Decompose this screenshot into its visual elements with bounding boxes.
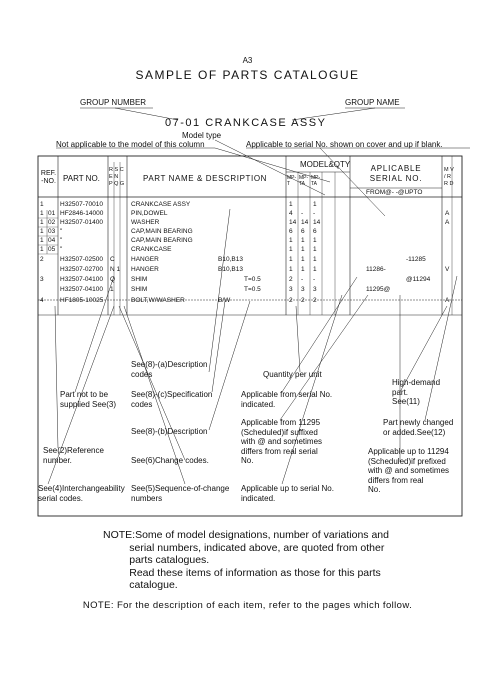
cell-ref: 1	[40, 201, 44, 208]
cell-qty-1: 1	[289, 201, 293, 208]
cell-rsc: C	[110, 256, 115, 263]
header-applicable: APLICABLE	[370, 164, 422, 173]
page-ref: A3	[242, 56, 253, 65]
cell-rsc: 1	[110, 286, 114, 293]
cell-qty-3: 2	[313, 297, 317, 304]
cell-ref: 1	[40, 219, 44, 226]
header-from-upto: FROM@- -@UPTO	[366, 189, 423, 196]
cell-part-name: HANGER	[131, 266, 159, 273]
cell-ref: 4	[40, 297, 44, 304]
cell-qty-1: 1	[289, 237, 293, 244]
cell-qty-3: 1	[313, 201, 317, 208]
cell-part-no: "	[60, 246, 63, 253]
model-type-label: Model type	[182, 131, 222, 140]
cell-mark: A	[445, 219, 450, 226]
cell-qty-2: 1	[301, 246, 305, 253]
cell-rsc: N 1	[110, 266, 121, 273]
header-model-col-2: MP- TA	[299, 175, 309, 187]
cell-rsc: Q	[110, 276, 116, 283]
cell-qty-3: 1	[313, 266, 317, 273]
cell-desc: T=0.5	[244, 276, 261, 283]
main-title: SAMPLE OF PARTS CATALOGUE	[135, 68, 360, 82]
cell-qty-1: 1	[289, 256, 293, 263]
callout-desc-codes: See(8)-(a)Description codes	[131, 360, 208, 379]
callout-applicable-serial: Applicable from serial No. indicated.	[241, 390, 333, 409]
cell-ref: 1	[40, 246, 44, 253]
cell-from: 11295@	[366, 286, 391, 293]
callout-description: See(8)-(b)Description	[131, 427, 208, 436]
note-main: NOTE:Some of model designations, number of variations and serial numbers, indicated above, are quoted from other parts catalogues. Read these items of information as those for this parts catalogue.	[103, 529, 389, 591]
cell-part-no: HF2846-14000	[60, 210, 104, 217]
not-applicable-serial-label: Applicable to serial No. shown on cover and up if blank.	[246, 140, 443, 149]
callout-high-demand: High-demand part. See(11)	[392, 378, 441, 406]
cell-qty-3: 1	[313, 237, 317, 244]
cell-qty-3: 1	[313, 246, 317, 253]
cell-part-no: H32507-02700	[60, 266, 104, 273]
cell-part-name: HANGER	[131, 256, 159, 263]
cell-qty-2: -	[301, 210, 304, 217]
header-part-no: PART NO.	[63, 174, 100, 183]
cell-part-name: BOLT,W/WASHER	[131, 297, 185, 304]
cell-qty-1: 2	[289, 297, 293, 304]
cell-qty-1: 14	[289, 219, 297, 226]
cell-part-no: H32507-04100	[60, 286, 104, 293]
header-model-col-1: MP- T	[287, 175, 297, 187]
cell-part-no: H32507-02500	[60, 256, 104, 263]
cell-qty-3: 6	[313, 228, 317, 235]
header-ref-no: REF. -NO.	[40, 170, 57, 185]
cell-spec: B10,B13	[218, 256, 243, 263]
cell-spec: B10,B13	[218, 266, 243, 273]
cell-mark: V	[445, 266, 450, 273]
cell-ref: 1	[40, 237, 44, 244]
callout-change-codes: See(6)Change codes.	[131, 456, 209, 465]
cell-qty-3: 1	[313, 256, 317, 263]
cell-part-no: "	[60, 228, 63, 235]
cell-part-no: "	[60, 237, 63, 244]
cell-mark: A	[445, 297, 450, 304]
cell-part-no: HF1805-10025	[60, 297, 104, 304]
cell-qty-2: -	[301, 276, 304, 283]
cell-qty-2: 1	[301, 256, 305, 263]
group-number-label: GROUP NUMBER	[80, 98, 147, 107]
cell-qty-1: 2	[289, 276, 293, 283]
cell-qty-3: -	[313, 276, 316, 283]
cell-part-name: PIN,DOWEL	[131, 210, 168, 217]
header-mvr: M V / R R D	[444, 167, 454, 187]
callout-sequence-change: See(5)Sequence-of-change numbers	[131, 484, 230, 503]
cell-qty-2: 14	[301, 219, 309, 226]
cell-qty-2: 3	[301, 286, 305, 293]
cell-sub-ref: 04	[48, 237, 56, 244]
callout-newly-changed: Part newly changed or added.See(12)	[383, 418, 454, 437]
cell-sub-ref: 02	[48, 219, 56, 226]
cell-part-name: SHIM	[131, 276, 148, 283]
cell-qty-3: 14	[313, 219, 321, 226]
cell-qty-1: 1	[289, 246, 293, 253]
cell-mark: A	[445, 210, 450, 217]
cell-part-no: H32507-70010	[60, 201, 104, 208]
header-part-name: PART NAME & DESCRIPTION	[143, 174, 268, 183]
callout-interchangeability: See(4)Interchangeability serial codes.	[38, 484, 125, 503]
cell-sub-ref: 01	[48, 210, 56, 217]
cell-qty-1: 4	[289, 210, 293, 217]
cell-qty-1: 3	[289, 286, 293, 293]
cell-qty-3: -	[313, 210, 316, 217]
callout-spec-codes: See(8)-(c)Specification codes	[131, 390, 213, 409]
cell-qty-2: 1	[301, 266, 305, 273]
callout-reference-number: See(2)Reference number.	[43, 446, 104, 465]
cell-part-name: CRANKCASE	[131, 246, 172, 253]
cell-part-name: WASHER	[131, 219, 160, 226]
note-footer: NOTE: For the description of each item, refer to the pages which follow.	[82, 600, 413, 611]
callout-applicable-up-to: Applicable up to serial No. indicated.	[241, 484, 334, 503]
cell-qty-3: 3	[313, 286, 317, 293]
cell-upto: -11285	[406, 256, 426, 263]
cell-part-name: SHIM	[131, 286, 148, 293]
cell-desc: T=0.5	[244, 286, 261, 293]
cell-ref: 2	[40, 256, 44, 263]
group-name-label: GROUP NAME	[345, 98, 400, 107]
callout-not-supplied: Part not to be supplied See(3)	[60, 390, 117, 409]
cell-part-no: H32507-01400	[60, 219, 104, 226]
cell-qty-2: 6	[301, 228, 305, 235]
cell-part-name: CAP,MAIN BEARING	[131, 237, 193, 244]
header-model-qty: MODEL&QTY	[300, 160, 351, 169]
cell-part-name: CRANKCASE ASSY	[131, 201, 191, 208]
header-rsc: R S C E N P Q G	[109, 167, 125, 187]
callout-qty-per-unit: Quantity per unit	[263, 370, 322, 379]
header-model-col-3: MP- TA	[311, 175, 321, 187]
not-applicable-model-label: Not applicable to the model of this column	[56, 140, 205, 149]
cell-sub-ref: 03	[48, 228, 56, 235]
cell-from: 11286-	[366, 266, 386, 273]
cell-qty-2: 1	[301, 237, 305, 244]
cell-qty-1: 1	[289, 266, 293, 273]
cell-part-no: H32507-04100	[60, 276, 104, 283]
cell-spec: B/W	[218, 297, 231, 304]
header-serial-no: SERIAL NO.	[369, 174, 423, 183]
callout-applicable-11295: Applicable from 11295 (Scheduled)if suffixed with @ and sometimes differs from real serial No.	[241, 418, 323, 465]
cell-upto: @11294	[406, 276, 431, 283]
cell-ref: 1	[40, 210, 44, 217]
cell-qty-1: 6	[289, 228, 293, 235]
cell-ref: 3	[40, 276, 44, 283]
callout-applicable-11294: Applicable up to 11294 (Scheduled)if prefixed with @ and sometimes differs from real No.	[368, 447, 450, 494]
cell-part-name: CAP,MAIN BEARING	[131, 228, 193, 235]
cell-ref: 1	[40, 228, 44, 235]
cell-sub-ref: 05	[48, 246, 56, 253]
cell-qty-2: 2	[301, 297, 305, 304]
assy-title: 07-01 CRANKCASE ASSY	[165, 117, 327, 129]
